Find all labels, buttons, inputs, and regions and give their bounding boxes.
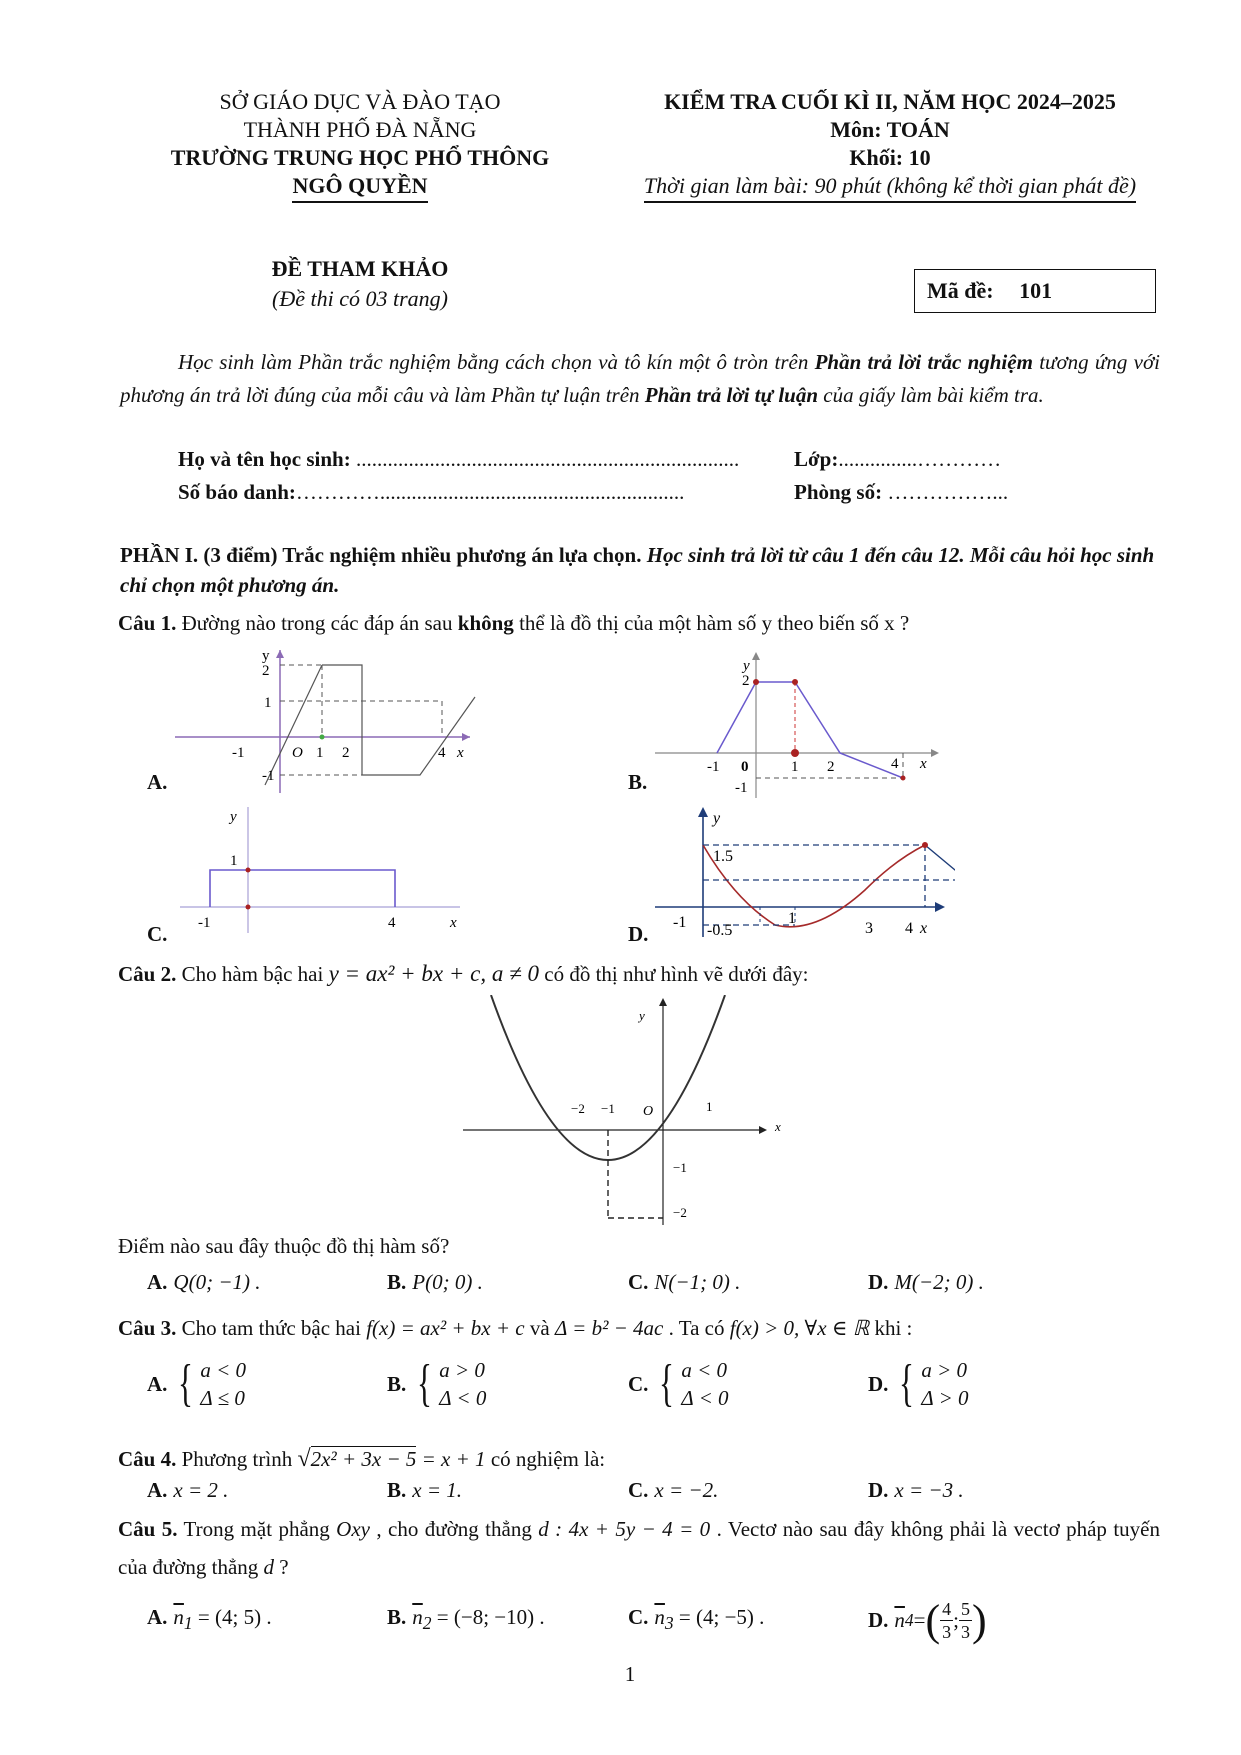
svg-text:2: 2	[827, 759, 835, 775]
svg-text:y: y	[743, 658, 750, 674]
svg-text:-1: -1	[707, 759, 720, 775]
q5-option-d: D. $\overline{n}$ 4 = ( 4 3 ; 5 3 )	[868, 1596, 987, 1645]
q5-option-a: A. $\overline{n}_1 = (4$; 5) .	[147, 1605, 272, 1634]
grade: Khối: 10	[849, 145, 931, 170]
svg-text:x: x	[450, 915, 457, 931]
svg-text:0: 0	[741, 759, 749, 775]
exam-name: KIỂM TRA CUỐI KÌ II, NĂM HỌC 2024–2025	[664, 89, 1116, 114]
svg-text:2: 2	[742, 673, 750, 689]
subject: Môn: TOÁN	[830, 117, 950, 142]
svg-text:1: 1	[316, 745, 324, 761]
instructions: Học sinh làm Phần trắc nghiệm bằng cách chọn và tô kín một ô tròn trên Phần trả lời trắc nghiệm tương ứng với phương án trả lời đúng của mỗi câu và làm Phần tự luận trên Phần trả lời tự luận của giấy làm bài kiểm tra.	[120, 350, 1161, 407]
q1-option-b: B.	[628, 770, 648, 794]
q2-option-d: D. M(−2; 0) .	[868, 1270, 984, 1294]
svg-text:4: 4	[905, 920, 913, 937]
svg-text:-1: -1	[262, 768, 275, 784]
svg-text:-1: -1	[232, 745, 245, 761]
q2-option-a: A. Q(0; −1) .	[147, 1270, 261, 1294]
q4-option-b: B. x = 1.	[387, 1478, 463, 1502]
svg-text:x: x	[920, 920, 928, 937]
svg-text:1: 1	[264, 695, 272, 711]
svg-text:−2: −2	[673, 1205, 687, 1220]
q5-option-b: B. $\overline{n}_2 = (-8$; −10) .	[387, 1605, 545, 1634]
svg-text:x: x	[920, 756, 927, 772]
question-5: Câu 5. Trong mặt phẳng Oxy , cho đường thẳng d : 4x + 5y − 4 = 0 . Vectơ nào sau đây không phải là vectơ pháp tuyến của đường thẳng d ?	[118, 1517, 1160, 1579]
svg-text:4: 4	[388, 915, 396, 931]
class-field[interactable]: Lớp:...............…………	[794, 447, 1002, 471]
exam-code-box	[914, 269, 1156, 313]
room-field[interactable]: Phòng số: ……………...	[794, 480, 1009, 504]
svg-text:-1: -1	[198, 915, 211, 931]
svg-text:x: x	[457, 745, 464, 761]
parabola-graph	[463, 995, 783, 1230]
exam-code-label: Mã đề:	[927, 278, 994, 303]
department-name: SỞ GIÁO DỤC VÀ ĐÀO TẠO	[219, 89, 501, 114]
q4-option-a: A. x = 2 .	[147, 1478, 229, 1502]
svg-text:2: 2	[262, 663, 270, 679]
svg-text:4: 4	[891, 756, 899, 772]
svg-text:x: x	[775, 1119, 781, 1134]
city-name: THÀNH PHỐ ĐÀ NẴNG	[243, 117, 477, 142]
graph-d	[655, 805, 955, 940]
time-limit: Thời gian làm bài: 90 phút (không kể thời gian phát đề)	[644, 172, 1136, 203]
q2-option-c: C. N(−1; 0) .	[628, 1270, 741, 1294]
q4-option-d: D. x = −3 .	[868, 1478, 964, 1502]
svg-text:1.5: 1.5	[713, 848, 733, 865]
svg-text:-1: -1	[735, 780, 748, 796]
q2-option-b: B. P(0; 0) .	[387, 1270, 483, 1294]
svg-text:1: 1	[791, 759, 799, 775]
svg-text:O: O	[643, 1104, 654, 1119]
student-id-field[interactable]: Số báo danh:…………..........................................................	[178, 480, 685, 504]
question-4: Câu 4. Phương trình √2x² + 3x − 5 = x + 1 có nghiệm là:	[118, 1446, 606, 1472]
q3-option-a: A. { a < 0 Δ ≤ 0	[147, 1355, 247, 1412]
svg-text:3: 3	[865, 920, 873, 937]
svg-text:O: O	[292, 745, 303, 761]
q5-option-c: C. $\overline{n}_3 = (4$; −5) .	[628, 1605, 765, 1634]
svg-text:-0.5: -0.5	[707, 922, 733, 939]
q2-question: Điểm nào sau đây thuộc đồ thị hàm số?	[118, 1234, 450, 1258]
question-2: Câu 2. Cho hàm bậc hai y = ax² + bx + c, a ≠ 0 có đồ thị như hình vẽ dưới đây:	[118, 961, 809, 986]
q3-option-d: D. { a > 0 Δ > 0	[868, 1355, 969, 1412]
svg-text:y: y	[230, 809, 237, 825]
q1-option-d: D.	[628, 922, 649, 946]
graph-b	[655, 650, 945, 800]
svg-text:1: 1	[788, 910, 796, 927]
q3-option-b: B. { a > 0 Δ < 0	[387, 1355, 487, 1412]
svg-text:1: 1	[706, 1099, 713, 1114]
q3-option-c: C. { a < 0 Δ < 0	[628, 1355, 729, 1412]
exam-title: ĐỀ THAM KHẢO	[271, 256, 449, 281]
exam-code-value: 101	[1019, 278, 1053, 303]
question-1: Câu 1. Đường nào trong các đáp án sau không thể là đồ thị của một hàm số y theo biến số x ?	[118, 611, 910, 635]
q1-option-c: C.	[147, 922, 168, 946]
question-3: Câu 3. Cho tam thức bậc hai f(x) = ax² + bx + c và Δ = b² − 4ac . Ta có f(x) > 0, ∀x ∈ ℝ khi :	[118, 1316, 913, 1340]
school-type: TRƯỜNG TRUNG HỌC PHỔ THÔNG	[170, 145, 550, 170]
q4-option-c: C. x = −2.	[628, 1478, 719, 1502]
svg-text:2: 2	[342, 745, 350, 761]
svg-text:y: y	[713, 810, 721, 827]
svg-text:-1: -1	[673, 914, 687, 931]
svg-text:−1: −1	[673, 1160, 687, 1175]
student-name-field[interactable]: Họ và tên học sinh: .........................................................................	[178, 447, 740, 471]
graph-c	[180, 805, 480, 935]
y-label: y	[262, 648, 270, 664]
pages-note: (Đề thi có 03 trang)	[272, 286, 448, 311]
header-left	[120, 88, 600, 203]
graph-a	[170, 645, 480, 795]
page-number: 1	[624, 1662, 636, 1686]
svg-text:1: 1	[230, 853, 238, 869]
header-right	[620, 88, 1160, 203]
school-name: NGÔ QUYỀN	[292, 172, 427, 203]
svg-text:−1: −1	[601, 1101, 615, 1116]
part1-heading: PHẦN I. (3 điểm) Trắc nghiệm nhiều phương án lựa chọn. Học sinh trả lời từ câu 1 đến câu 12. Mỗi câu hỏi học sinh chỉ chọn một phương án.	[120, 543, 1155, 597]
svg-text:4: 4	[438, 745, 446, 761]
svg-text:y: y	[639, 1008, 645, 1023]
q1-option-a: A.	[147, 770, 168, 794]
svg-text:−2: −2	[571, 1101, 585, 1116]
